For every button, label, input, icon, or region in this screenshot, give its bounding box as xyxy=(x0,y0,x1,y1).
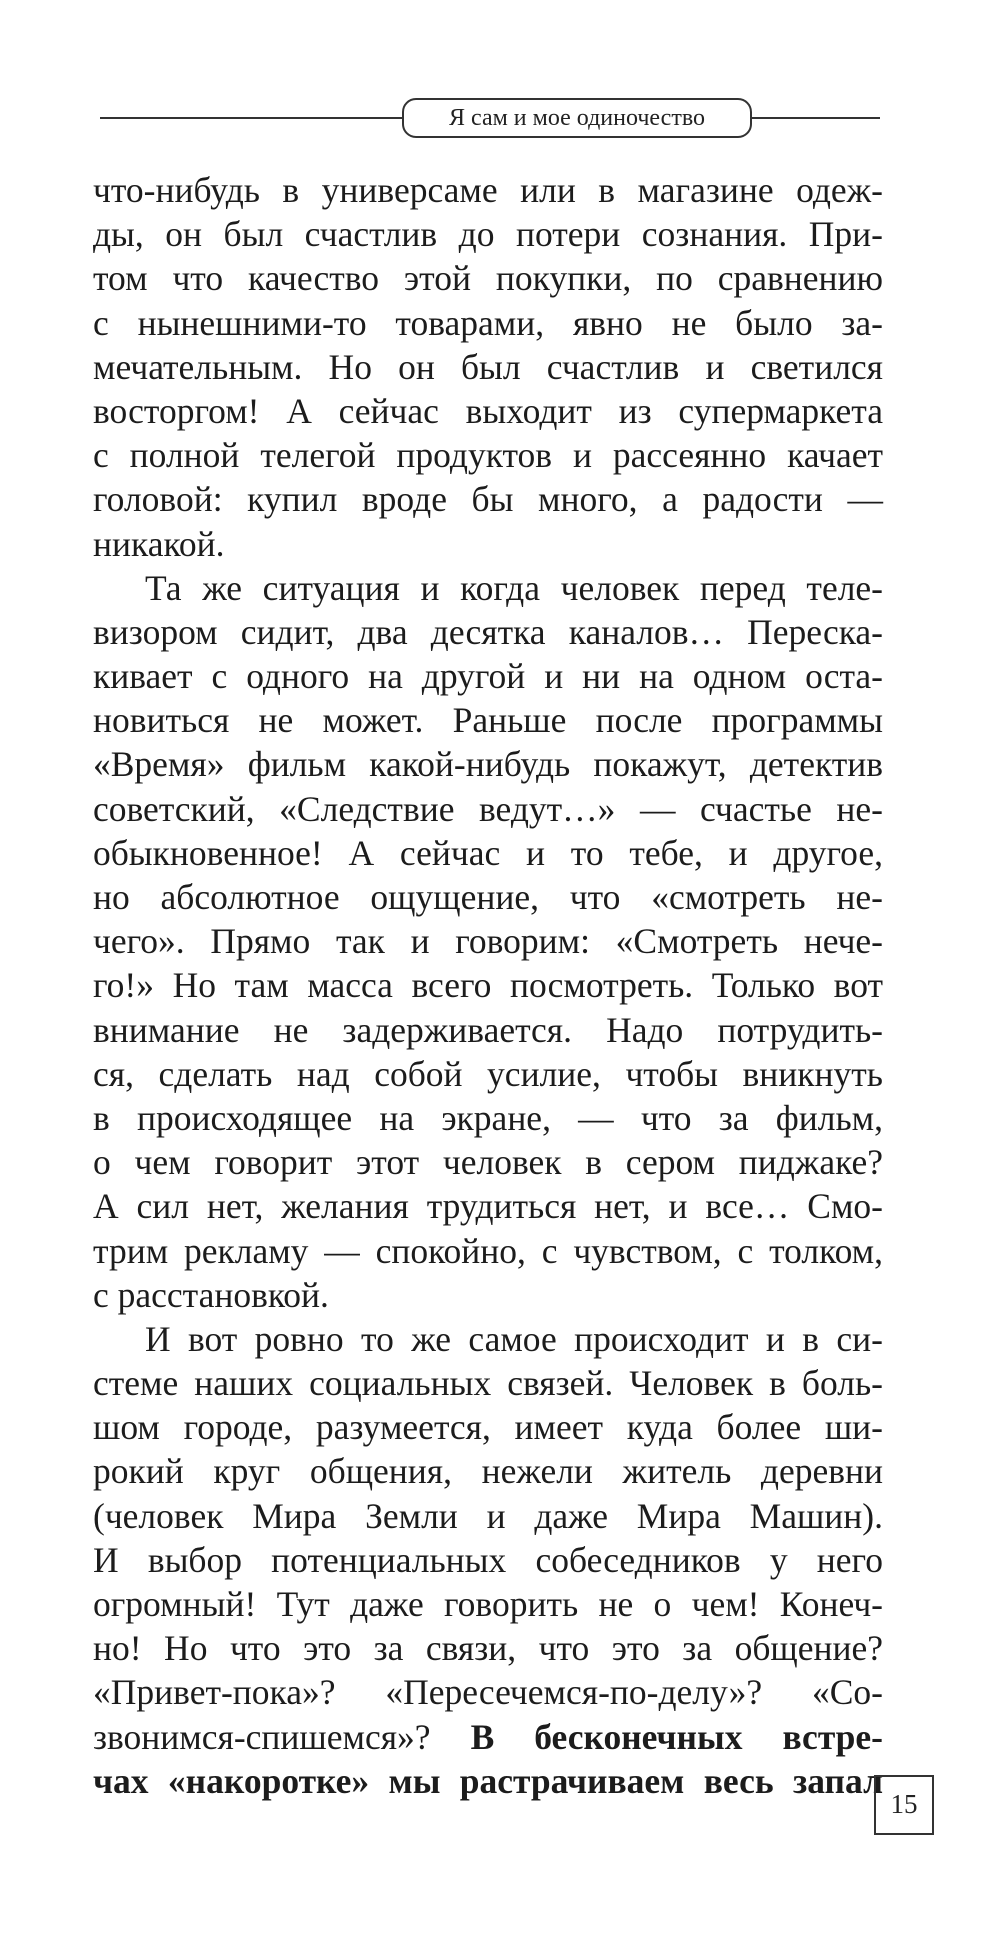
text-line: И вот ровно то же самое происходит и в си- xyxy=(145,1318,883,1359)
text-line: восторгом! А сейчас выходит из супермаркета xyxy=(93,390,883,431)
text-line: мечательным. Но он был счастлив и светился xyxy=(93,346,883,387)
text-line: шом городе, разумеется, имеет куда более ши- xyxy=(93,1407,883,1448)
text-line: «Привет-пока»? «Пересечемся-по-делу»? «Со- xyxy=(93,1672,883,1713)
bold-text-line: чах «накоротке» мы растрачиваем весь запал xyxy=(93,1760,883,1801)
text-line: новиться не может. Раньше после программы xyxy=(93,700,883,741)
text-line: головой: купил вроде бы много, а радости — xyxy=(93,479,883,520)
text-line: А сил нет, желания трудиться нет, и все… Смо- xyxy=(93,1186,883,1227)
header-rule-left xyxy=(100,117,402,119)
text-line: чего». Прямо так и говорим: «Смотреть нече- xyxy=(93,921,883,962)
text-line: в происходящее на экране, — что за фильм, xyxy=(93,1097,883,1138)
text-line: обыкновенное! А сейчас и то тебе, и другое, xyxy=(93,832,883,873)
text-line: ды, он был счастлив до потери сознания. При- xyxy=(93,214,883,255)
text-line: том что качество этой покупки, по сравнению xyxy=(93,258,883,299)
text-line: с полной телегой продуктов и рассеянно качает xyxy=(93,435,883,476)
text-line: трим рекламу — спокойно, с чувством, с толком, xyxy=(93,1230,883,1271)
text-line: (человек Мира Земли и даже Мира Машин). xyxy=(93,1495,883,1536)
text-line: Та же ситуация и когда человек перед теле- xyxy=(145,567,883,608)
text-line: никакой. xyxy=(93,523,225,564)
text-line: что-нибудь в универсаме или в магазине одеж- xyxy=(93,170,883,210)
text-line: но абсолютное ощущение, что «смотреть не- xyxy=(93,877,883,917)
running-head xyxy=(100,98,880,138)
header-rule-right xyxy=(752,117,880,119)
text-line: «Время» фильм какой-нибудь покажут, детектив xyxy=(93,744,883,785)
text-line: рокий круг общения, нежели житель деревни xyxy=(93,1451,883,1492)
text-line: советский, «Следствие ведут…» — счастье не- xyxy=(93,788,883,829)
text-line-mixed xyxy=(93,1715,883,1759)
running-head-title: Я сам и мое одиночество xyxy=(402,98,752,138)
text-line: внимание не задерживается. Надо потрудить- xyxy=(93,1009,883,1050)
text-line: о чем говорит этот человек в сером пиджаке? xyxy=(93,1142,883,1183)
page-number: 15 xyxy=(874,1775,934,1835)
text-line: огромный! Тут даже говорить не о чем! Конеч- xyxy=(93,1584,883,1624)
text-line: с расстановкой. xyxy=(93,1274,329,1315)
text-line: с нынешними-то товарами, явно не было за- xyxy=(93,302,883,343)
body-text xyxy=(93,168,883,1803)
text-line: но! Но что это за связи, что это за общение? xyxy=(93,1628,883,1669)
text-line: кивает с одного на другой и ни на одном оста- xyxy=(93,656,883,697)
text-line: визором сидит, два десятка каналов… Переска- xyxy=(93,611,883,652)
text-line: ся, сделать над собой усилие, чтобы вникнуть xyxy=(93,1053,883,1094)
bold-text-run: В бесконечных встре- xyxy=(470,1716,884,1757)
text-run: звонимся-спишемся»? xyxy=(93,1716,471,1757)
text-line: И выбор потенциальных собеседников у него xyxy=(93,1539,883,1580)
text-line: стеме наших социальных связей. Человек в боль- xyxy=(93,1363,883,1404)
text-line: го!» Но там масса всего посмотреть. Только вот xyxy=(93,965,883,1006)
